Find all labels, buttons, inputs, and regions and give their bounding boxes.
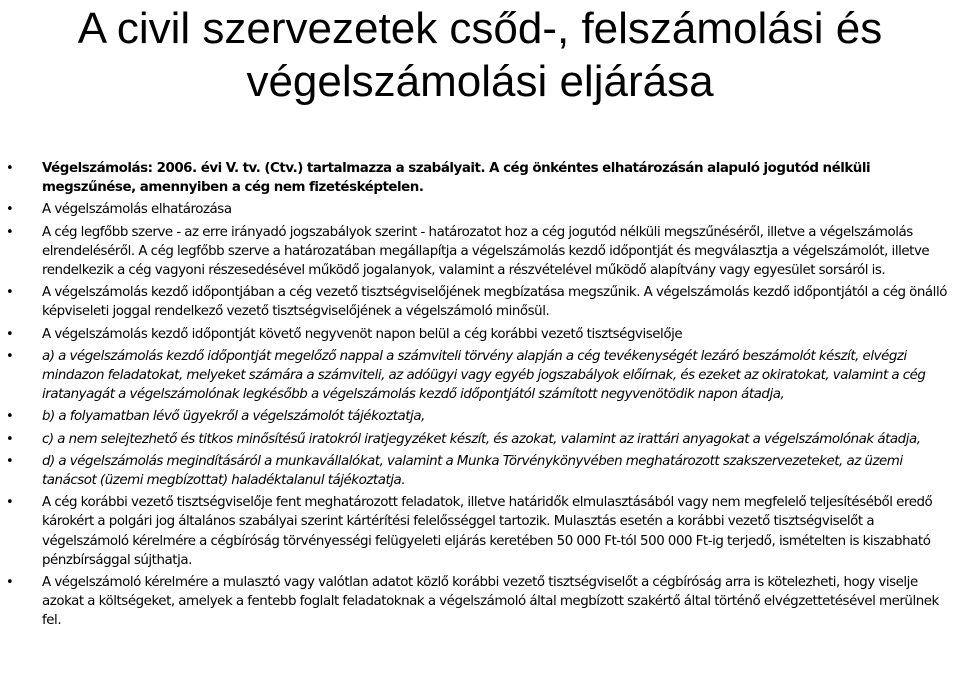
bullet-list xyxy=(0,159,960,634)
list-item-text: a) a végelszámolás kezdő időpontját megelőző nappal a számviteli törvény alapján a cég tevékenységét lezáró beszámolót készít, elvégzi mindazon feladatokat, melyeket számára a számviteli, az adóügyi vagy egyéb jogszabályok előírnak, és ezeket az okiratokat, valamint a cég iratanyagát a végelszámolónak legkésőbb a végelszámolás kezdő időpontjától számított negyvenötödik napon átadja, xyxy=(42,348,926,403)
bullet-icon: • xyxy=(6,326,14,342)
list-item xyxy=(0,430,960,449)
bullet-icon: • xyxy=(6,161,14,176)
list-item-text: A végelszámolás kezdő időpontját követő negyvenöt napon belül a cég korábbi vezető tisztségviselője xyxy=(42,326,683,342)
list-item xyxy=(0,407,960,426)
bullet-icon: • xyxy=(6,224,14,240)
list-item-text: b) a folyamatban lévő ügyekről a végelszámolót tájékoztatja, xyxy=(42,409,425,425)
list-item xyxy=(0,493,960,570)
bullet-icon: • xyxy=(6,409,14,425)
list-item-text: A végelszámolás kezdő időpontjában a cég vezető tisztségviselőjének megbízatása megszűnik. A végelszámolás kezdő időpontjától a cég önálló képviseleti joggal rendelkező vezető tisztségviselőjének a végelszámoló minősül. xyxy=(42,285,947,320)
bullet-icon: • xyxy=(6,202,14,218)
list-item xyxy=(0,325,960,344)
list-item-text: A végelszámoló kérelmére a mulasztó vagy valótlan adatot közlő korábbi vezető tisztségviselőt a cégbíróság arra is kötelezheti, hogy viselje azokat a költségeket, amelyek a fentebb foglalt feladatoknak a végelszámoló által megbízott szakértő által történő elvégzettetésével merülnek fel. xyxy=(42,575,939,629)
list-item xyxy=(0,452,960,490)
list-item-text: A végelszámolás elhatározása xyxy=(42,202,232,218)
bullet-icon: • xyxy=(6,495,14,511)
list-item-text: A cég korábbi vezető tisztségviselője fent meghatározott feladatok, illetve határidők elmulasztásából vagy nem megfelelő teljesítéséből eredő károkért a polgári jog általános szabályai szerint kártérítési felelősséggel tartozik. Mulasztás esetén a korábbi vezető tisztségviselőt a végelszámoló kérelmére a cégbíróság törvényességi felügyeleti eljárás keretében 50 000 Ft-tól 500 000 Ft-ig terjedő, ismételten is kiszabható pénzbírsággal sújthatja. xyxy=(42,495,933,568)
slide-title: A civil szervezetek csőd-, felszámolási és végelszámolási eljárása xyxy=(77,4,883,106)
list-item-text: Végelszámolás: 2006. évi V. tv. (Ctv.) tartalmazza a szabályait. A cég önkéntes elhatározásán alapuló jogutód nélküli megszűnése, amennyiben a cég nem fizetésképtelen. xyxy=(42,161,871,196)
list-item-text: d) a végelszámolás megindításáról a munkavállalókat, valamint a Munka Törvénykönyvében meghatározott szakszervezeteket, az üzemi tanácsot (üzemi megbízottat) haladéktalanul tájékoztatja. xyxy=(42,453,903,489)
list-item-text: c) a nem selejtezhető és titkos minősítésű iratokról iratjegyzéket készít, és azokat, valamint az irattári anyagokat a végelszámolónak átadja, xyxy=(42,431,921,447)
list-item xyxy=(0,223,960,281)
bullet-icon: • xyxy=(6,285,14,301)
bullet-icon: • xyxy=(6,348,14,364)
list-item xyxy=(0,347,960,405)
bullet-icon: • xyxy=(6,575,14,591)
list-item-text: A cég legfőbb szerve - az erre irányadó jogszabályok szerint - határozatot hoz a cég jogutód nélküli megszűnéséről, illetve a végelszámolás elrendeléséről. A cég legfőbb szerve a határozatában megállapítja a végelszámolás kezdő időpontját és megválasztja a végelszámolót, illetve rendelkezik a cég vagyoni részesedésével működő jogalanyok, valamint a részvételével működő alapítvány vagy egyesület sorsáról is. xyxy=(42,224,930,279)
list-item xyxy=(0,159,960,197)
list-item xyxy=(0,573,960,631)
list-item xyxy=(0,200,960,219)
list-item xyxy=(0,283,960,321)
bullet-icon: • xyxy=(6,431,14,447)
bullet-icon: • xyxy=(6,453,14,469)
